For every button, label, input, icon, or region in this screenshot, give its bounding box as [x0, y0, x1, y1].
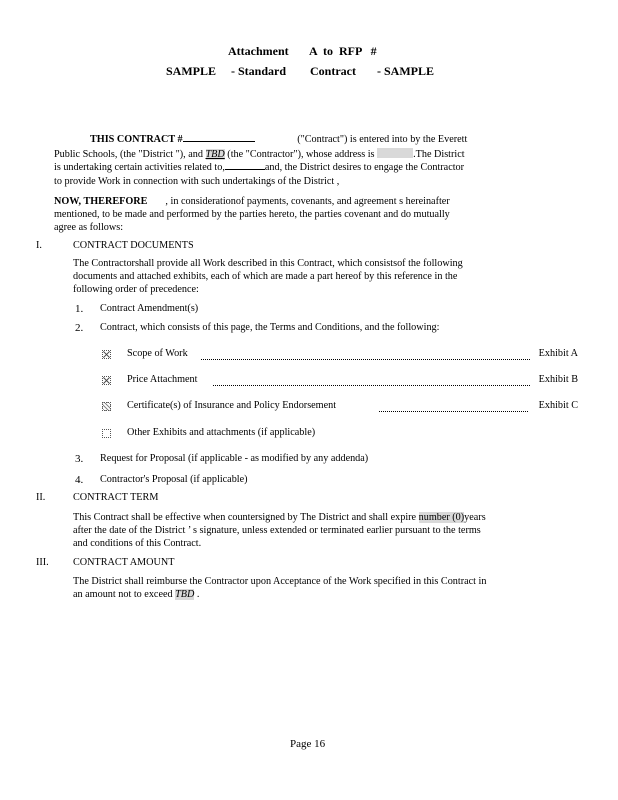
list-2-number: 2. — [75, 322, 84, 334]
intro-line-1 — [90, 134, 467, 145]
activities-blank[interactable] — [225, 169, 265, 170]
section-2-text-1b: years — [464, 512, 486, 523]
section-2-para-3: and conditions of this Contract. — [73, 538, 202, 549]
this-contract-label: THIS CONTRACT # — [90, 134, 183, 145]
section-1-para-2: documents and attached exhibits, each of which are made a part hereof by this reference in the — [73, 271, 458, 282]
exhibit-a-row — [127, 348, 578, 359]
exhibit-c-label: Certificate(s) of Insurance and Policy Endorsement — [127, 400, 337, 411]
exhibit-b-ref: Exhibit B — [538, 374, 578, 385]
section-3-text-2b: . — [194, 589, 200, 600]
list-4-number: 4. — [75, 474, 84, 486]
intro-text-2a: Public Schools, (the "District "), and — [54, 149, 203, 160]
intro-line-6: mentioned, to be made and performed by the parties hereto, the parties covenant and do mutually — [54, 209, 450, 220]
exhibit-c-row — [127, 400, 578, 411]
section-2-para-1 — [73, 512, 486, 523]
intro-line-4: to provide Work in connection with such undertakings of the District , — [54, 176, 340, 187]
contractor-name-field[interactable]: TBD — [205, 149, 225, 160]
exhibit-c-ref: Exhibit C — [538, 400, 578, 411]
intro-line-7: agree as follows: — [54, 222, 124, 233]
intro-text-3b: and, the District desires to engage the Contractor — [264, 162, 465, 173]
price-attachment-checkbox[interactable] — [102, 376, 111, 385]
now-therefore-text: , in considerationof payments, covenants, and agreement s hereinafter — [165, 196, 450, 207]
section-1-para-1: The Contractorshall provide all Work described in this Contract, which consistsof the following — [73, 258, 463, 269]
now-therefore-label: NOW, THEREFORE — [54, 196, 148, 207]
page-number: Page 16 — [290, 738, 326, 750]
section-1-para-3: following order of precedence: — [73, 284, 199, 295]
now-therefore-line — [54, 196, 450, 207]
list-4-text: Contractor's Proposal (if applicable) — [100, 474, 248, 485]
section-3-para-2 — [73, 589, 199, 600]
contract-number-blank[interactable] — [183, 141, 255, 142]
exhibit-b-row — [127, 374, 578, 385]
term-years-field[interactable]: number (0) — [418, 512, 465, 523]
header-line-1: Attachment A to RFP # — [228, 44, 377, 58]
exhibit-a-ref: Exhibit A — [538, 348, 578, 359]
intro-text-3a: is undertaking certain activities related to, — [54, 162, 225, 173]
section-2-text-1a: This Contract shall be effective when countersigned by The District and shall expire — [73, 512, 417, 523]
list-2-text: Contract, which consists of this page, the Terms and Conditions, and the following: — [100, 322, 440, 333]
intro-text-2b: (the "Contractor"), whose address is — [224, 149, 375, 160]
list-3-text: Request for Proposal (if applicable - as modified by any addenda) — [100, 453, 369, 464]
amount-field[interactable]: TBD — [175, 589, 195, 600]
exhibit-b-label: Price Attachment — [127, 374, 198, 385]
other-exhibits-checkbox[interactable] — [102, 429, 111, 438]
section-3-number: III. — [36, 557, 49, 568]
intro-text-2c: .The District — [413, 149, 465, 160]
section-1-number: I. — [36, 240, 42, 251]
intro-line-2 — [54, 148, 465, 160]
scope-of-work-checkbox[interactable] — [102, 350, 111, 359]
other-exhibits-label: Other Exhibits and attachments (if applicable) — [127, 427, 316, 438]
header-line-2: SAMPLE - Standard Contract - SAMPLE — [166, 64, 435, 78]
intro-line-3 — [54, 162, 464, 173]
intro-text-1b: ("Contract") is entered into by the Everett — [297, 134, 468, 145]
list-1-text: Contract Amendment(s) — [100, 303, 199, 314]
exhibit-a-label: Scope of Work — [127, 348, 188, 359]
address-field[interactable] — [377, 148, 413, 158]
section-2-number: II. — [36, 492, 46, 503]
insurance-checkbox[interactable] — [102, 402, 111, 411]
section-3-text-2a: an amount not to exceed — [73, 589, 173, 600]
list-3-number: 3. — [75, 453, 84, 465]
section-3-para-1: The District shall reimburse the Contractor upon Acceptance of the Work specified in this Contract in — [73, 576, 487, 587]
list-1-number: 1. — [75, 303, 84, 315]
section-3-title: CONTRACT AMOUNT — [73, 557, 175, 568]
section-2-title: CONTRACT TERM — [73, 492, 159, 503]
section-1-title: CONTRACT DOCUMENTS — [73, 240, 194, 251]
section-2-para-2: after the date of the District ’ s signature, unless extended or terminated earlier pursuant to the terms — [73, 525, 481, 536]
